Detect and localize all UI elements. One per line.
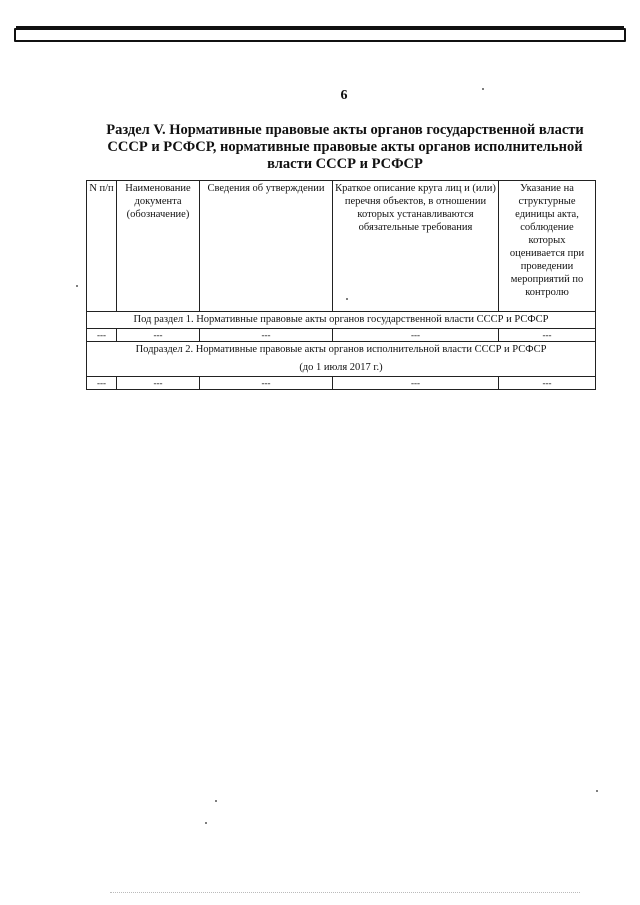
table-header-row: [87, 181, 596, 312]
subsection-2-row: [87, 342, 596, 377]
bottom-scan-noise: [110, 892, 580, 893]
subsection-1-row: [87, 312, 596, 329]
column-header-document-name: Наименование документа (обозначение): [117, 181, 200, 312]
page-number: 6: [340, 88, 348, 103]
table-cell: ---: [499, 377, 596, 390]
column-header-number: N п/п: [87, 181, 117, 312]
table-cell: ---: [499, 329, 596, 342]
subsection-2-cell: [87, 342, 596, 377]
table-cell: ---: [333, 329, 499, 342]
requirements-table: [86, 180, 596, 390]
table-cell: ---: [333, 377, 499, 390]
table-cell: ---: [117, 377, 200, 390]
scan-speck: [596, 790, 598, 792]
subsection-2-title: Подраздел 2. Нормативные правовые акты органов исполнительной власти СССР и РСФСР: [135, 344, 547, 355]
scan-speck: [76, 285, 78, 287]
section-title: Раздел V. Нормативные правовые акты органов государственной власти СССР и РСФСР, нормативные правовые акты органов исполнительной власти СССР и РСФСР: [106, 122, 584, 172]
column-header-approval-info: Сведения об утверждении: [200, 181, 333, 312]
scan-speck: [346, 298, 348, 300]
column-header-structural-units: Указание на структурные единицы акта, соблюдение которых оценивается при проведении мероприятий по контролю: [499, 181, 596, 312]
subsection-2-note: (до 1 июля 2017 г.): [299, 362, 383, 373]
column-header-scope-description: Краткое описание круга лиц и (или) перечня объектов, в отношении которых устанавливаются обязательные требования: [333, 181, 499, 312]
table-cell: ---: [117, 329, 200, 342]
table-row: [87, 329, 596, 342]
subsection-1-title: Под раздел 1. Нормативные правовые акты органов государственной власти СССР и РСФСР: [87, 312, 596, 329]
table-cell: ---: [87, 377, 117, 390]
scan-speck: [482, 88, 484, 90]
scan-speck: [205, 822, 207, 824]
table-cell: ---: [200, 377, 333, 390]
scan-speck: [215, 800, 217, 802]
table-cell: ---: [87, 329, 117, 342]
table-row: [87, 377, 596, 390]
table-cell: ---: [200, 329, 333, 342]
top-scan-border: [14, 28, 626, 42]
